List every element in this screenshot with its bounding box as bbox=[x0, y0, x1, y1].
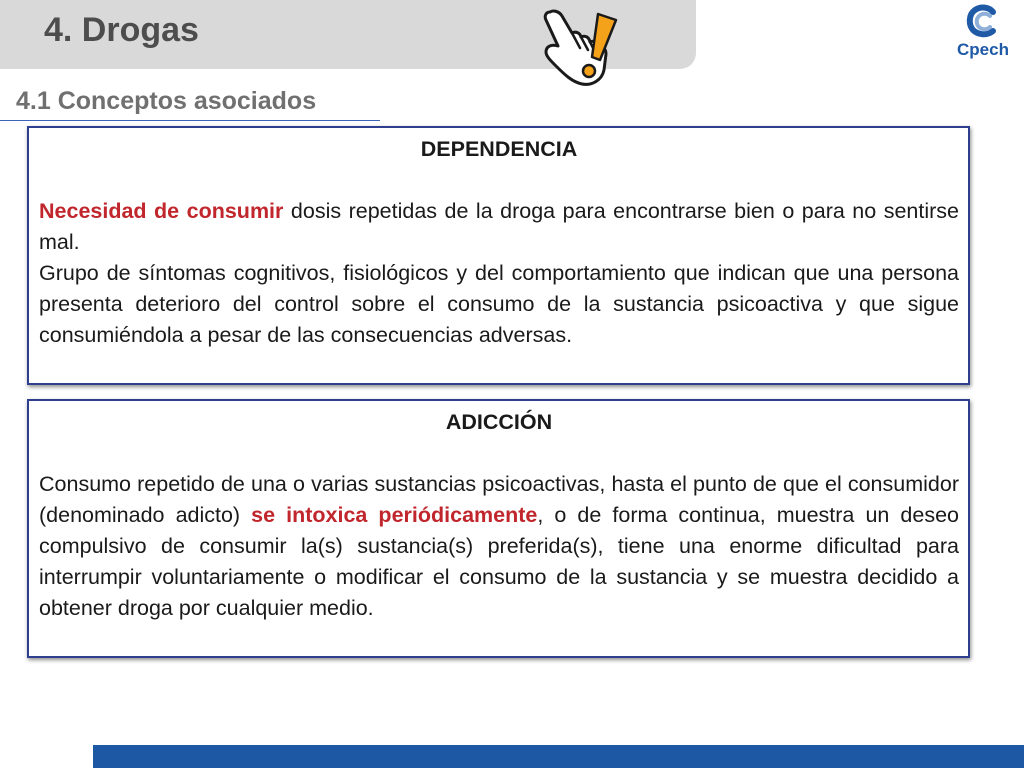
dependencia-paragraph-2: Grupo de síntomas cognitivos, fisiológicos y del comportamiento que indican que una persona presenta deterioro del control sobre el consumo de la sustancia psicoactiva y que sigue consumiéndola a pesar de las consecuencias adversas. bbox=[39, 261, 959, 347]
definition-box-adiccion bbox=[27, 399, 970, 658]
cpech-logo bbox=[951, 4, 1015, 64]
dependencia-heading: DEPENDENCIA bbox=[420, 137, 578, 161]
adiccion-text-start: Consumo repetido de una o varias sustancias psicoactivas, hasta el punto de que el consumidor (denominado adicto) bbox=[39, 472, 959, 527]
subtitle-underline bbox=[0, 120, 380, 121]
section-subtitle: 4.1 Conceptos asociados bbox=[16, 87, 317, 115]
dependencia-emphasis: Necesidad de consumir bbox=[39, 199, 284, 223]
adiccion-text-end: , o de forma continua, muestra un deseo compulsivo de consumir la(s) sustancia(s) preferida(s), tiene una enorme dificultad para interrumpir voluntariamente o modificar el consumo de la sustancia y se muestra decidido a obtener droga por cualquier medio. bbox=[39, 503, 960, 620]
page-title: 4. Drogas bbox=[44, 11, 199, 49]
adiccion-paragraph bbox=[39, 469, 959, 624]
dependencia-paragraph-1 bbox=[39, 196, 959, 258]
logo-text: Cpech bbox=[957, 40, 1009, 59]
adiccion-emphasis: se intoxica periódicamente bbox=[251, 503, 538, 527]
definition-box-dependencia bbox=[27, 126, 970, 385]
footer-bar bbox=[93, 745, 1024, 768]
dependencia-text-1: dosis repetidas de la droga para encontrarse bien o para no sentirse mal. bbox=[39, 199, 959, 254]
adiccion-heading: ADICCIÓN bbox=[445, 410, 553, 434]
hand-exclamation-icon bbox=[536, 2, 622, 92]
cpech-logo-icon bbox=[963, 4, 1003, 40]
